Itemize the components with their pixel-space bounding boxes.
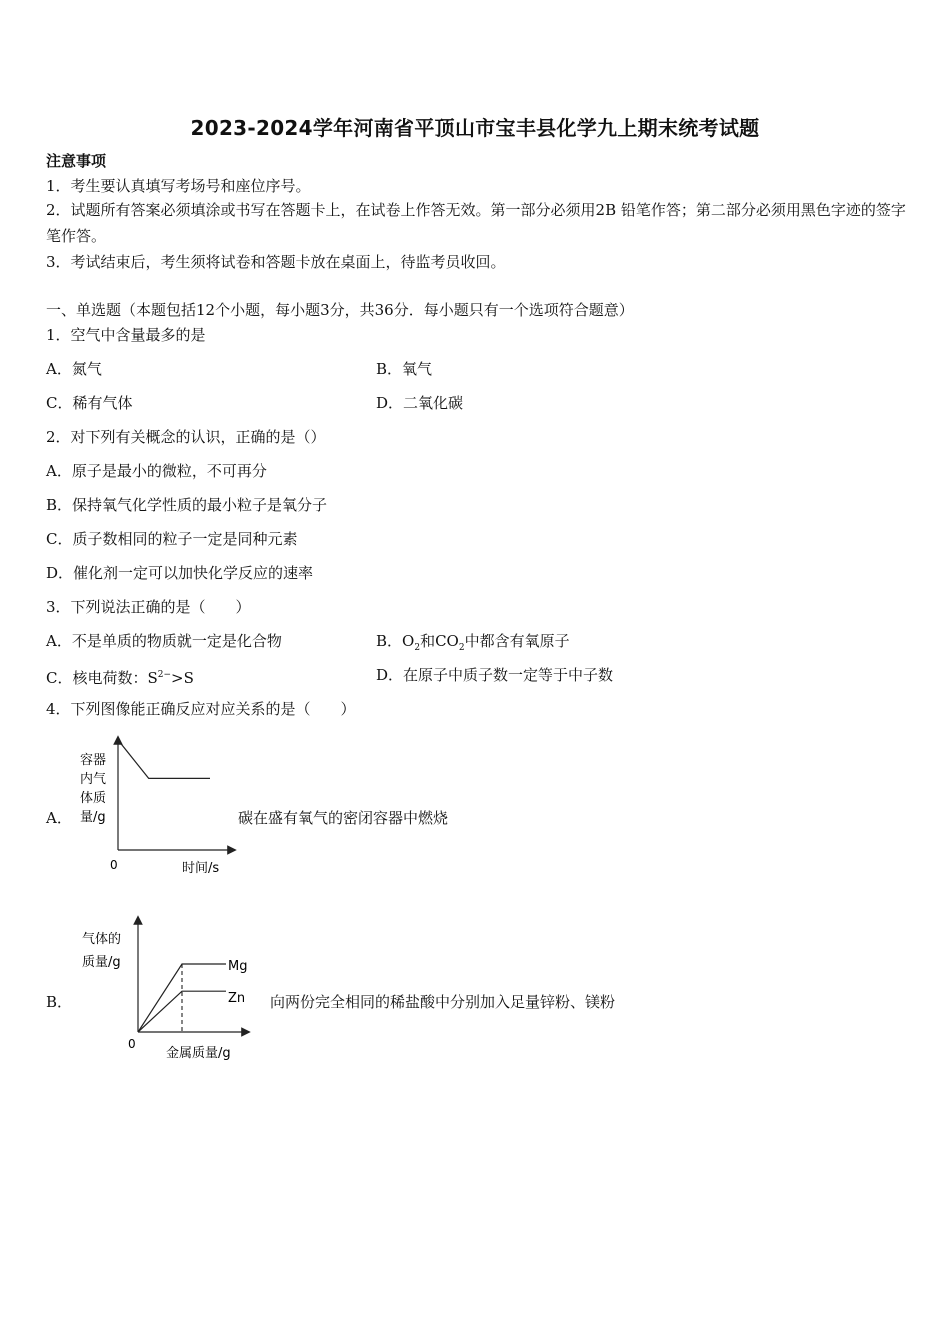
q3-option-d: D．在原子中质子数一定等于中子数 [376,666,614,684]
q3-option-a: A．不是单质的物质就一定是化合物 [46,632,282,650]
notice-item-1: 1．考生要认真填写考场号和座位序号。 [46,177,311,195]
q3-option-b-mid: 和CO [420,632,459,650]
q4-option-b-text: 向两份完全相同的稀盐酸中分别加入足量锌粉、镁粉 [270,993,616,1011]
q1-option-d: D．二氧化碳 [376,394,464,412]
q2-option-c: C．质子数相同的粒子一定是同种元素 [46,530,298,548]
q3-option-c [46,665,194,688]
q1-option-b: B．氧气 [376,360,433,378]
q3-option-b-sub1: 2 [414,643,421,653]
section-heading: 一、单选题（本题包括12个小题，每小题3分，共36分．每小题只有一个选项符合题意） [46,301,634,319]
notice-item-2: 2．试题所有答案必须填涂或书写在答题卡上，在试卷上作答无效。第一部分必须用2B 铅笔作答；第二部分必须用黑色字迹的签字笔作答。 [46,201,906,245]
q1-option-c: C．稀有气体 [46,394,133,412]
question-2-stem: 2．对下列有关概念的认识，正确的是（） [46,428,326,446]
q2-option-b: B．保持氧气化学性质的最小粒子是氧分子 [46,496,328,514]
graph-b-xlabel: 金属质量/g [166,1046,231,1061]
graph-b-label-zn: Zn [228,991,246,1006]
graph-a-xlabel: 时间/s [182,861,220,876]
q4-option-b-label: B． [46,993,73,1011]
q3-option-c-sup: 2− [157,670,172,680]
notice-item-3: 3．考试结束后，考生须将试卷和答题卡放在桌面上，待监考员收回。 [46,253,506,271]
graph-a-origin: 0 [110,858,118,872]
graph-a-ylabel-3: 体质 [80,791,107,806]
q3-option-c-suffix: >S [171,669,194,687]
question-4-stem: 4．下列图像能正确反应对应关系的是（ ） [46,700,356,718]
q3-option-c-prefix: C．核电荷数：S [46,669,158,687]
graph-a-ylabel-2: 内气 [80,772,107,787]
q2-option-d: D．催化剂一定可以加快化学反应的速率 [46,564,314,582]
graph-a [70,732,240,886]
graph-b-ylabel-2: 质量/g [82,955,121,970]
q1-option-a: A．氮气 [46,360,102,378]
graph-a-series-line [118,740,210,778]
notice-heading: 注意事项 [46,152,107,170]
graph-b-origin: 0 [128,1037,136,1051]
q3-option-b [376,631,570,658]
graph-a-ylabel-1: 容器 [80,753,107,768]
q3-option-b-sub2: 2 [458,643,465,653]
q3-option-b-prefix: B．O [376,632,415,650]
q2-option-a: A．原子是最小的微粒，不可再分 [46,462,267,480]
graph-a-ylabel-4: 量/g [80,810,106,825]
q4-option-a-label: A． [46,809,72,827]
page-title: 2023-2024学年河南省平顶山市宝丰县化学九上期末统考试题 [190,116,760,140]
graph-b-ylabel-1: 气体的 [82,932,122,947]
question-3-stem: 3．下列说法正确的是（ ） [46,598,251,616]
q4-option-a-text: 碳在盛有氧气的密闭容器中燃烧 [238,809,449,827]
graph-b [78,914,263,1068]
q3-option-b-suffix: 中都含有氧原子 [464,632,570,650]
graph-b-label-mg: Mg [228,959,248,974]
question-1-stem: 1．空气中含量最多的是 [46,326,206,344]
